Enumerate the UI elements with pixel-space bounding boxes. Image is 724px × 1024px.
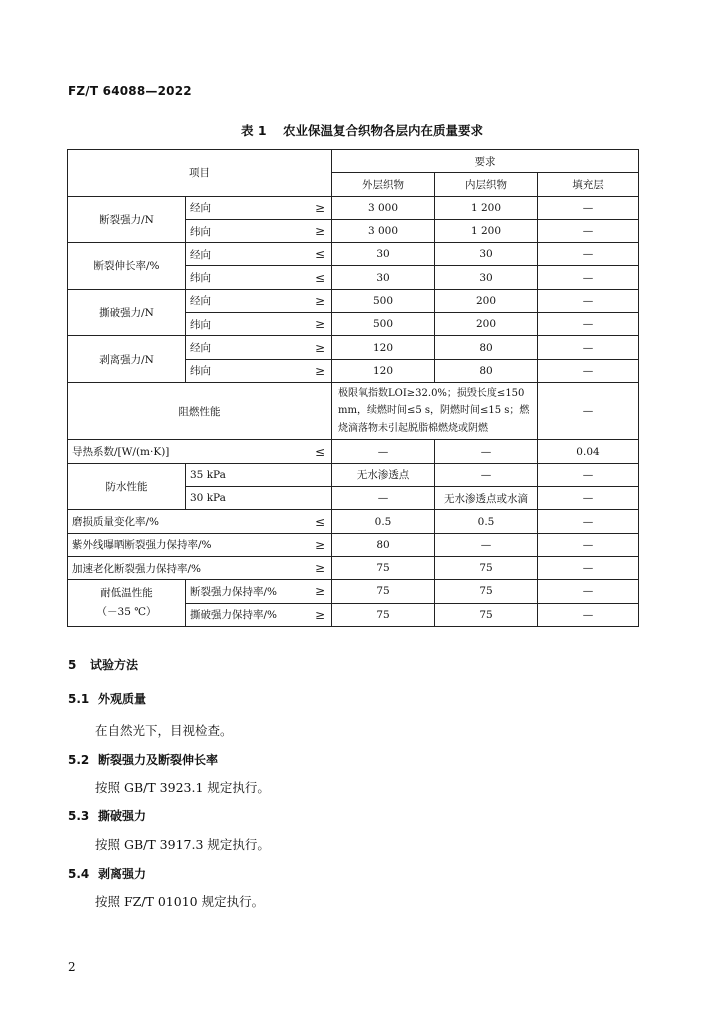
comparator-cell: ≤ xyxy=(282,266,332,289)
standard-code: FZ/T 64088—2022 xyxy=(68,84,192,98)
outer-value: 无水渗透点 xyxy=(332,463,435,486)
outer-value: 3 000 xyxy=(332,219,435,242)
outer-value: 0.5 xyxy=(332,510,435,533)
table-row xyxy=(68,556,639,579)
condition-cell: 30 kPa xyxy=(186,487,332,510)
table-row xyxy=(68,336,639,359)
inner-value: 200 xyxy=(435,289,538,312)
section-title: 撕破强力 xyxy=(98,809,147,823)
outer-value: — xyxy=(332,487,435,510)
direction-cell: 纬向 xyxy=(186,266,282,289)
outer-value: 500 xyxy=(332,289,435,312)
header-inner: 内层织物 xyxy=(435,173,538,196)
section-title: 试验方法 xyxy=(90,658,139,672)
inner-value: 0.5 xyxy=(435,510,538,533)
comparator-cell: ≥ xyxy=(282,289,332,312)
fill-value: — xyxy=(538,533,639,556)
comparator-cell: ≥ xyxy=(282,336,332,359)
direction-cell: 经向 xyxy=(186,289,282,312)
comparator-cell: ≤ xyxy=(282,440,332,463)
fill-value: — xyxy=(538,196,639,219)
row-label: 断裂强力/N xyxy=(68,196,186,243)
outer-value: 120 xyxy=(332,336,435,359)
inner-value: 无水渗透点或水滴 xyxy=(435,487,538,510)
inner-value: 80 xyxy=(435,336,538,359)
table-row xyxy=(68,243,639,266)
fill-value: — xyxy=(538,219,639,242)
inner-value: 75 xyxy=(435,556,538,579)
page-number: 2 xyxy=(68,960,76,974)
section-number: 5.4 xyxy=(68,867,90,881)
fill-value: — xyxy=(538,487,639,510)
comparator-cell: ≤ xyxy=(282,510,332,533)
row-label: 剥离强力/N xyxy=(68,336,186,383)
fill-value: — xyxy=(538,510,639,533)
row-label: 阻燃性能 xyxy=(68,382,332,440)
header-filling: 填充层 xyxy=(538,173,639,196)
row-label: 磨损质量变化率/% xyxy=(68,510,282,533)
comparator-cell: ≤ xyxy=(282,243,332,266)
row-label: 紫外线曝晒断裂强力保持率/% xyxy=(68,533,282,556)
section-heading xyxy=(68,807,146,824)
fill-value: — xyxy=(538,266,639,289)
row-label: 断裂伸长率/% xyxy=(68,243,186,290)
sub-item-cell: 撕破强力保持率/% xyxy=(186,603,282,626)
section-heading xyxy=(68,690,146,707)
outer-value: — xyxy=(332,440,435,463)
outer-value: 75 xyxy=(332,556,435,579)
table-row xyxy=(68,382,639,440)
section-body: 按照 GB/T 3923.1 规定执行。 xyxy=(95,780,270,795)
section-title: 断裂强力及断裂伸长率 xyxy=(98,753,219,767)
outer-value: 75 xyxy=(332,603,435,626)
comparator-cell: ≥ xyxy=(282,359,332,382)
table-row xyxy=(68,440,639,463)
fill-value: — xyxy=(538,382,639,440)
row-label: 防水性能 xyxy=(68,463,186,510)
section-number: 5.2 xyxy=(68,753,90,767)
direction-cell: 经向 xyxy=(186,336,282,359)
section-body: 在自然光下，目视检查。 xyxy=(95,723,233,738)
table-row xyxy=(68,463,639,486)
section-number: 5 xyxy=(68,658,77,672)
direction-cell: 经向 xyxy=(186,196,282,219)
table-row xyxy=(68,289,639,312)
direction-cell: 纬向 xyxy=(186,359,282,382)
table-row xyxy=(68,580,639,603)
inner-value: 75 xyxy=(435,603,538,626)
row-label: 加速老化断裂强力保持率/% xyxy=(68,556,282,579)
table-caption: 农业保温复合织物各层内在质量要求 xyxy=(282,123,483,138)
section-heading xyxy=(68,751,218,768)
table-header-row xyxy=(68,150,639,173)
section-number: 5.3 xyxy=(68,809,90,823)
table-row xyxy=(68,196,639,219)
comparator-cell: ≥ xyxy=(282,556,332,579)
comparator-cell: ≥ xyxy=(282,196,332,219)
row-label: 撕破强力/N xyxy=(68,289,186,336)
outer-value: 120 xyxy=(332,359,435,382)
comparator-cell: ≥ xyxy=(282,533,332,556)
table-number: 表 1 xyxy=(241,123,267,138)
fill-value: — xyxy=(538,336,639,359)
row-label: 导热系数/[W/(m·K)] xyxy=(68,440,282,463)
section-body: 按照 FZ/T 01010 规定执行。 xyxy=(95,894,265,909)
table-row xyxy=(68,510,639,533)
flame-requirement-text: 极限氧指数LOI≥32.0%；损毁长度≤150 mm，续燃时间≤5 s，阴燃时间≤15 s；燃烧滴落物未引起脱脂棉燃烧或阴燃 xyxy=(332,382,538,440)
low-temp-condition: （－35 ℃） xyxy=(96,606,157,619)
comparator-cell: ≥ xyxy=(282,580,332,603)
comparator-cell: ≥ xyxy=(282,313,332,336)
direction-cell: 纬向 xyxy=(186,313,282,336)
outer-value: 30 xyxy=(332,266,435,289)
section-body: 按照 GB/T 3917.3 规定执行。 xyxy=(95,837,270,852)
fill-value: — xyxy=(538,603,639,626)
header-item: 项目 xyxy=(68,150,332,197)
outer-value: 3 000 xyxy=(332,196,435,219)
inner-value: 200 xyxy=(435,313,538,336)
fill-value: — xyxy=(538,463,639,486)
fill-value: — xyxy=(538,580,639,603)
inner-value: 30 xyxy=(435,243,538,266)
table-row xyxy=(68,533,639,556)
row-label xyxy=(68,580,186,627)
section-number: 5.1 xyxy=(68,692,90,706)
fill-value: — xyxy=(538,359,639,382)
inner-value: 1 200 xyxy=(435,196,538,219)
fill-value: 0.04 xyxy=(538,440,639,463)
outer-value: 75 xyxy=(332,580,435,603)
direction-cell: 纬向 xyxy=(186,219,282,242)
quality-requirements-table xyxy=(67,149,639,627)
low-temp-label: 耐低温性能 xyxy=(100,587,153,600)
fill-value: — xyxy=(538,556,639,579)
comparator-cell: ≥ xyxy=(282,219,332,242)
header-requirement: 要求 xyxy=(332,150,639,173)
section-title: 剥离强力 xyxy=(98,867,147,881)
fill-value: — xyxy=(538,313,639,336)
fill-value: — xyxy=(538,243,639,266)
outer-value: 80 xyxy=(332,533,435,556)
section-heading xyxy=(68,656,138,673)
inner-value: 80 xyxy=(435,359,538,382)
table-title xyxy=(0,121,724,139)
fill-value: — xyxy=(538,289,639,312)
outer-value: 30 xyxy=(332,243,435,266)
section-title: 外观质量 xyxy=(98,692,147,706)
header-outer: 外层织物 xyxy=(332,173,435,196)
sub-item-cell: 断裂强力保持率/% xyxy=(186,580,282,603)
direction-cell: 经向 xyxy=(186,243,282,266)
condition-cell: 35 kPa xyxy=(186,463,332,486)
inner-value: 75 xyxy=(435,580,538,603)
inner-value: 1 200 xyxy=(435,219,538,242)
comparator-cell: ≥ xyxy=(282,603,332,626)
inner-value: — xyxy=(435,440,538,463)
inner-value: 30 xyxy=(435,266,538,289)
section-heading xyxy=(68,865,146,882)
outer-value: 500 xyxy=(332,313,435,336)
inner-value: — xyxy=(435,533,538,556)
inner-value: — xyxy=(435,463,538,486)
